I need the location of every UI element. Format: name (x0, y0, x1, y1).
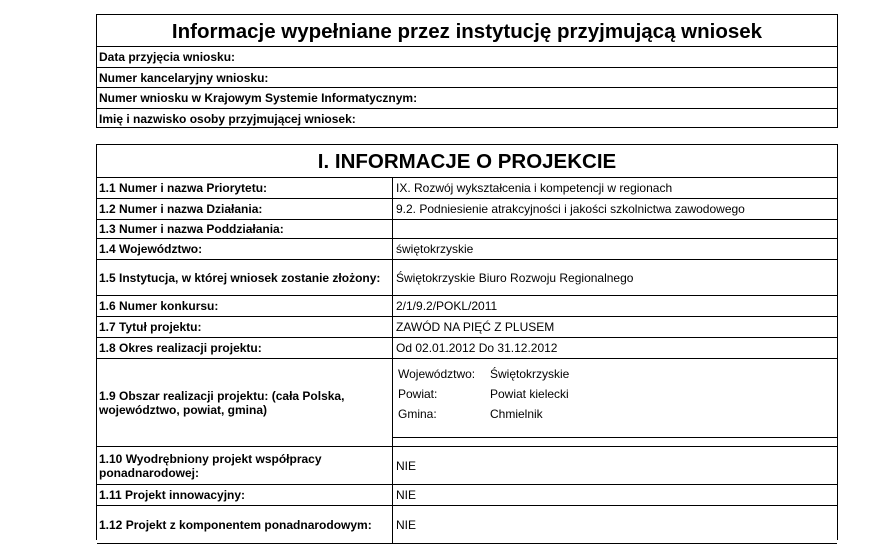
measure-label: 1.2 Numer i nazwa Działania: (97, 199, 393, 219)
area-key: Powiat: (398, 387, 438, 401)
competition-number-value[interactable]: 2/1/9.2/POKL/2011 (396, 299, 498, 313)
priority-label: 1.1 Numer i nazwa Priorytetu: (97, 178, 393, 198)
project-section-title: I. INFORMACJE O PROJEKCIE (97, 145, 837, 178)
table-row (97, 447, 837, 485)
transnational-value[interactable]: NIE (396, 458, 417, 473)
table-row (97, 359, 837, 447)
transnational-component-label: 1.12 Projekt z komponentem ponadnarodowym: (97, 506, 393, 543)
submeasure-value[interactable] (393, 220, 837, 238)
innovative-label: 1.11 Projekt innowacyjny: (97, 485, 393, 505)
table-row (97, 485, 837, 506)
institution-label: 1.5 Instytucja, w której wniosek zostanie złożony: (97, 260, 393, 295)
registry-number-field[interactable]: Numer kancelaryjny wniosku: (97, 68, 837, 89)
transnational-component-value[interactable]: NIE (396, 517, 417, 532)
table-row (97, 199, 837, 220)
table-row (97, 317, 837, 338)
area-key: Województwo: (398, 367, 476, 381)
competition-number-label: 1.6 Numer konkursu: (97, 296, 393, 316)
area-label: 1.9 Obszar realizacji projektu: (cała Polska, województwo, powiat, gmina) (97, 359, 393, 446)
transnational-label: 1.10 Wyodrębniony projekt współpracy ponadnarodowej: (97, 447, 393, 484)
submeasure-label: 1.3 Numer i nazwa Poddziałania: (97, 220, 393, 238)
area-key: Gmina: (398, 407, 437, 421)
table-row (97, 506, 837, 544)
project-title-label: 1.7 Tytuł projektu: (97, 317, 393, 337)
table-row (97, 338, 837, 359)
date-received-field[interactable]: Data przyjęcia wniosku: (97, 47, 837, 68)
measure-value[interactable]: 9.2. Podniesienie atrakcyjności i jakości szkolnictwa zawodowego (396, 202, 745, 216)
institution-section (96, 14, 838, 128)
priority-value[interactable]: IX. Rozwój wykształcenia i kompetencji w regionach (396, 181, 673, 195)
area-commune-value[interactable]: Chmielnik (490, 407, 543, 421)
project-title-value[interactable]: ZAWÓD NA PIĘĆ Z PLUSEM (396, 320, 555, 334)
institution-section-title: Informacje wypełniane przez instytucję przyjmującą wniosek (97, 15, 837, 47)
innovative-value[interactable]: NIE (396, 488, 417, 502)
list-item (398, 386, 837, 406)
project-period-value[interactable]: Od 02.01.2012 Do 31.12.2012 (396, 341, 558, 355)
table-row (97, 260, 837, 296)
voivodeship-value[interactable]: świętokrzyskie (396, 242, 474, 256)
institution-value[interactable]: Świętokrzyskie Biuro Rozwoju Regionalnego (396, 270, 634, 285)
receiver-name-field[interactable]: Imię i nazwisko osoby przyjmującej wniosek: (99, 111, 356, 126)
table-row (97, 239, 837, 260)
list-item (398, 366, 837, 386)
table-row (97, 220, 837, 239)
area-county-value[interactable]: Powiat kielecki (490, 387, 569, 401)
voivodeship-label: 1.4 Województwo: (97, 239, 393, 259)
list-item (398, 406, 837, 426)
table-row (97, 178, 837, 199)
project-period-label: 1.8 Okres realizacji projektu: (97, 338, 393, 358)
area-voivodeship-value[interactable]: Świętokrzyskie (490, 367, 570, 381)
area-value (393, 359, 837, 446)
area-list (393, 359, 837, 438)
project-info-section (96, 144, 838, 540)
table-row (97, 296, 837, 317)
ksi-number-field[interactable]: Numer wniosku w Krajowym Systemie Informatycznym: (97, 88, 837, 109)
